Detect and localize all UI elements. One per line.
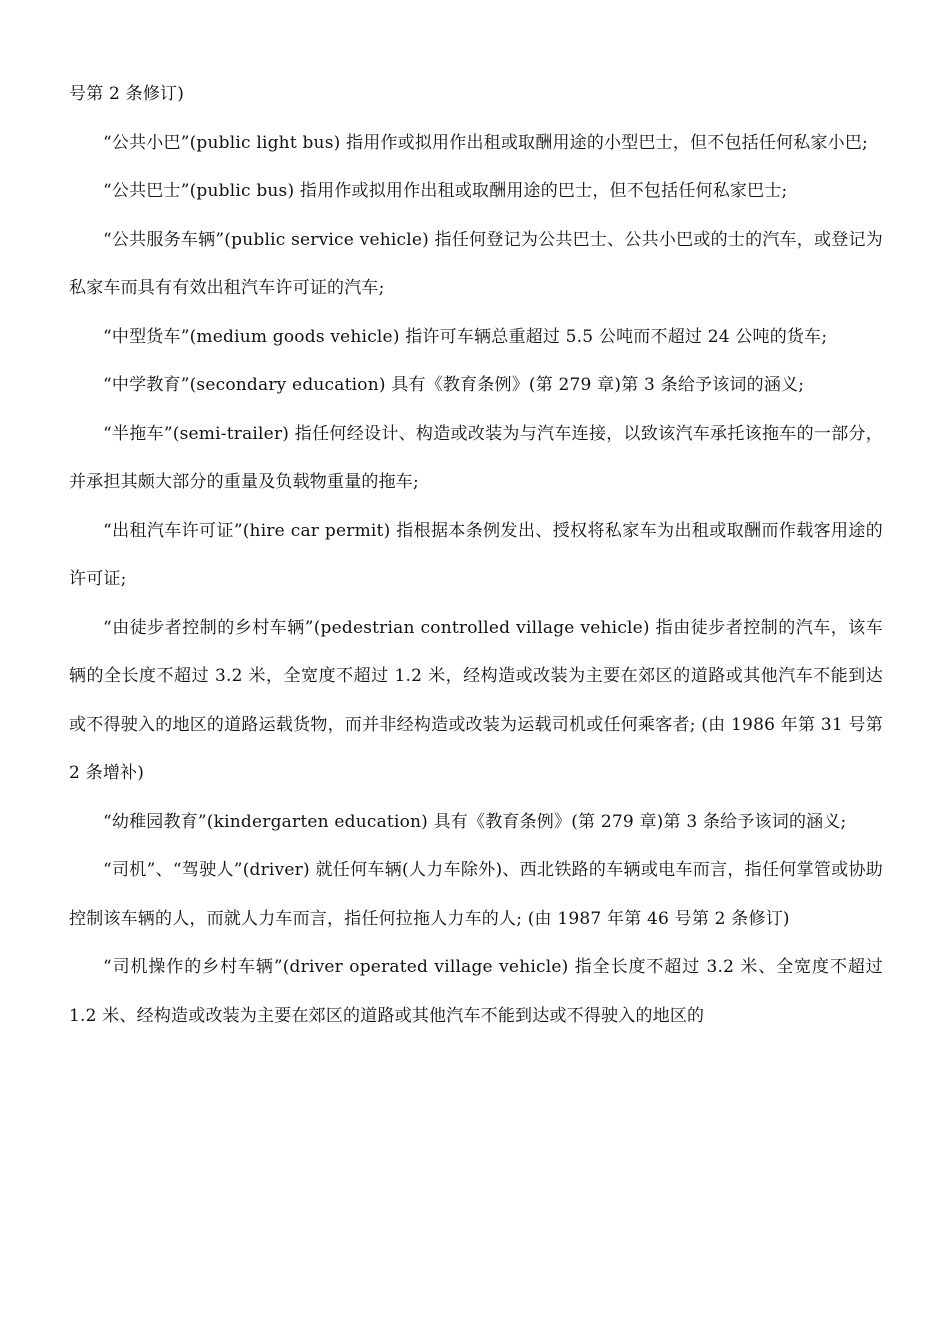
paragraph-public-light-bus: “公共小巴”(public light bus) 指用作或拟用作出租或取酬用途的小型巴士，但不包括任何私家小巴; [103,132,868,153]
paragraph-driver-operated-village-vehicle: “司机操作的乡村车辆”(driver operated village vehicle) 指全长度不超过 3.2 米、全宽度不超过 1.2 米、经构造或改装为主要在郊区的道路或其他汽车不能到达或不得驶入的地区的 [69,957,883,1026]
paragraph-hire-car-permit: “出租汽车许可证”(hire car permit) 指根据本条例发出、授权将私家车为出租或取酬而作载客用途的许可证; [69,520,883,589]
paragraph-amendment-note: 号第 2 条修订) [69,84,185,104]
paragraph-semi-trailer: “半拖车”(semi-trailer) 指任何经设计、构造或改装为与汽车连接，以致该汽车承托该拖车的一部分，并承担其颇大部分的重量及负载物重量的拖车; [69,423,883,492]
paragraph-public-service-vehicle: “公共服务车辆”(public service vehicle) 指任何登记为公共巴士、公共小巴或的士的汽车，或登记为私家车而具有有效出租汽车许可证的汽车; [69,229,883,298]
paragraph-pedestrian-controlled-village-vehicle: “由徒步者控制的乡村车辆”(pedestrian controlled village vehicle) 指由徒步者控制的汽车，该车辆的全长度不超过 3.2 米，全宽度不超过 1.2 米，经构造或改装为主要在郊区的道路或其他汽车不能到达或不得驶入的地区的道路运载货物，而并非经构造或改装为运载司机或任何乘客者; (由 1986 年第 31 号第 2 条增补) [69,617,883,783]
paragraph-kindergarten-education: “幼稚园教育”(kindergarten education) 具有《教育条例》(第 279 章)第 3 条给予该词的涵义; [103,811,847,832]
document-page [69,70,883,1040]
paragraph-medium-goods-vehicle: “中型货车”(medium goods vehicle) 指许可车辆总重超过 5.5 公吨而不超过 24 公吨的货车; [103,326,828,347]
paragraph-driver: “司机”、“驾驶人”(driver) 就任何车辆(人力车除外)、西北铁路的车辆或电车而言，指任何掌管或协助控制该车辆的人，而就人力车而言，指任何拉拖人力车的人; (由 1987 年第 46 号第 2 条修订) [69,860,883,929]
paragraph-public-bus: “公共巴士”(public bus) 指用作或拟用作出租或取酬用途的巴士，但不包括任何私家巴士; [103,181,788,201]
paragraph-secondary-education: “中学教育”(secondary education) 具有《教育条例》(第 279 章)第 3 条给予该词的涵义; [103,375,805,395]
